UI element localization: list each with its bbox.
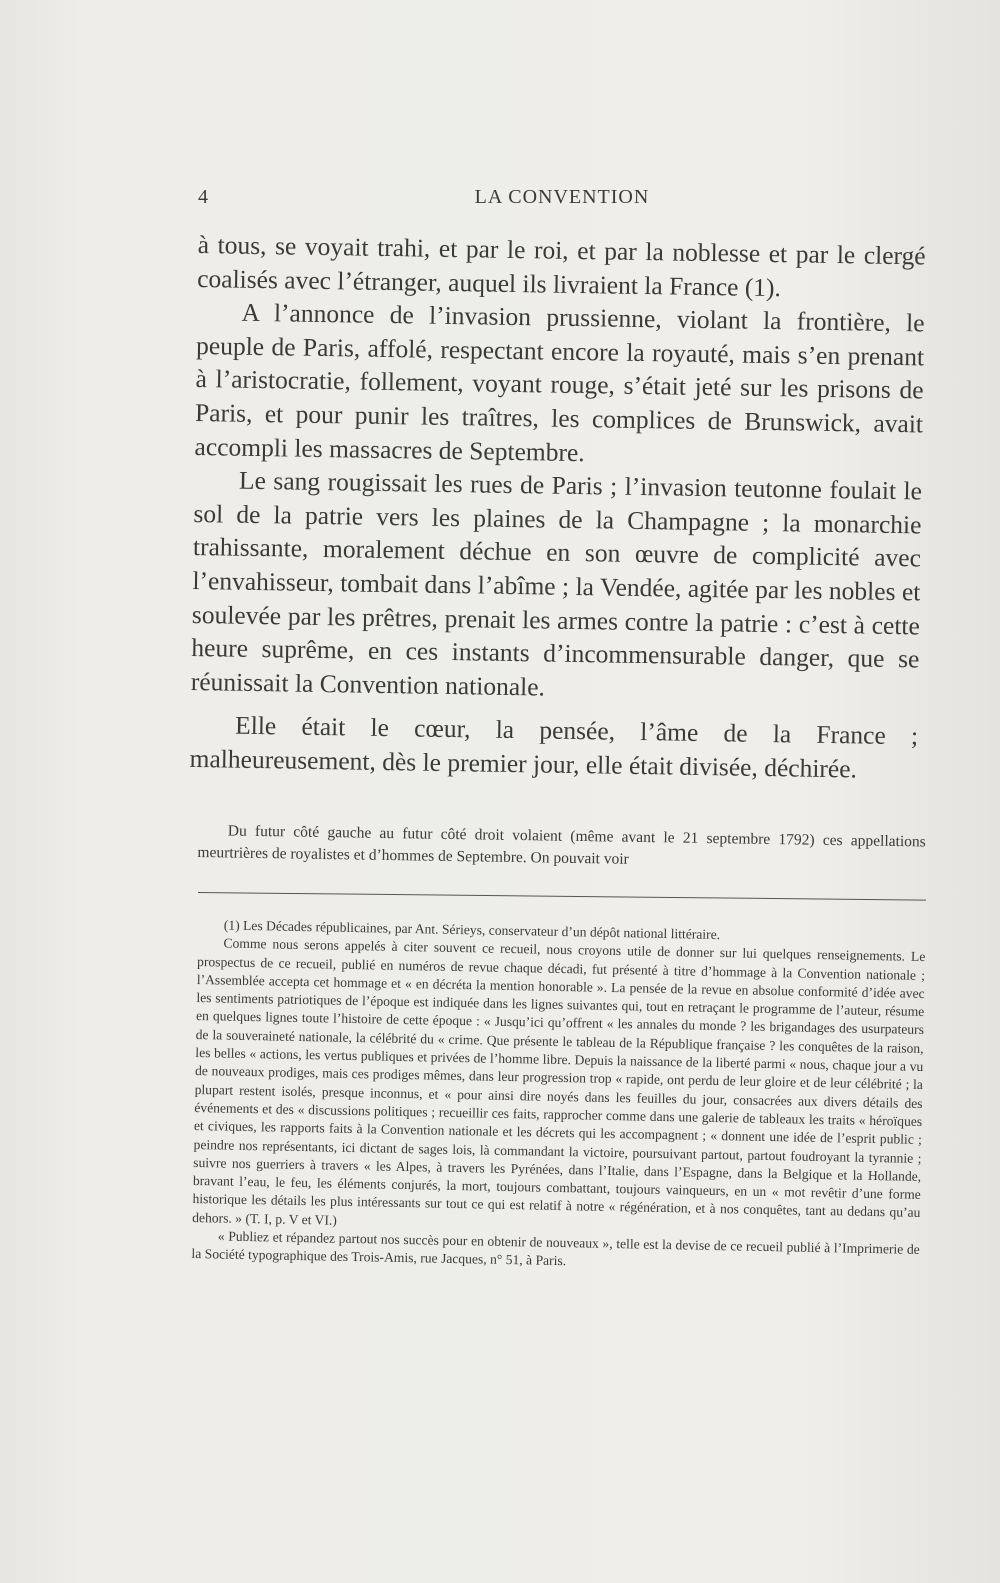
paragraph: à tous, se voyait trahi, et par le roi, et par la noblesse et par le clergé coalisés avec l’étranger, auquel ils livraient la France (1). (196, 229, 926, 302)
running-head: LA CONVENTION (474, 186, 650, 208)
paragraph: Elle était le cœur, la pensée, l’âme de la France ; malheureusement, dès le premier jour, elle était divisée, déchirée. (189, 710, 919, 784)
footnote: « Publiez et répandez partout nos succès pour en obtenir de nouveaux », telle est la devise de ce recueil publié à l’Imprimerie de la Société typographique des Trois-Amis, rue Jacques, n° 51, à Paris. (191, 1228, 920, 1269)
footnote-separator (198, 892, 926, 901)
continued-note (197, 820, 926, 875)
paragraph: A l’annonce de l’invasion prussienne, violant la frontière, le peuple de Paris, affolé, respectant encore la royauté, mais s’en prenant à l’aristocratie, follement, voyant rouge, s’était jeté sur les prisons de Paris, et pour punir les traîtres, les complices de Brunswick, avait accompli les massacres de Septembre. (194, 297, 925, 467)
main-text (189, 228, 926, 787)
footnotes (191, 916, 926, 1278)
note-text: Du futur côté gauche au futur côté droit volaient (même avant le 21 septembre 1792) ces appellations meurtrières de royalistes et d’hommes de Septembre. On pouvait voir (197, 822, 926, 868)
page-header (198, 186, 926, 216)
paragraph: Le sang rougissait les rues de Paris ; l’invasion teutonne foulait le sol de la patrie vers les plaines de la Champagne ; la monarchie trahissante, moralement déchue en son œuvre de complicité avec l’envahisseur, tombait dans l’abîme ; la Vendée, agitée par les nobles et soulevée par les prêtres, prenait les armes contre la patrie : c’est à cette heure suprême, en ces instants d’incommensurable danger, que se réunissait la Convention nationale. (190, 465, 923, 702)
footnote: Comme nous serons appelés à citer souvent ce recueil, nous croyons utile de donner sur lui quelques renseignements. Le prospectus de ce recueil, publié en numéros de revue chaque décadi, fut présenté à titre d’hommage à la Convention nationale ; l’Assemblée accepta cet hommage et « en décréta la mention honorable ». La pensée de la revue en absolue conformité d’idée avec les sentiments patriotiques de l’époque est indiquée dans les lignes suivantes qui, tout en retraçant le programme de l’auteur, résume en quelques lignes toute l’histoire de cette époque : « Jusqu’ici qu’offrent « les annales du monde ? les brigandages des usurpateurs de la souveraineté nationale, la célébrité du « crime. Que présente le tableau de la République française ? les conquêtes de la raison, les belles « actions, les vertus publiques et privées de l’homme libre. Depuis la naissance de la liberté parmi « nous, chaque jour a vu de nouveaux prodiges, mais ces prodiges mêmes, dans leur progression trop « rapide, ont perdu de leur gloire et de leur célébrité ; la plupart restent isolés, presque inconnus, et « pour ainsi dire noyés dans les feuilles du jour, consacrées aux divers détails des événements et des « discussions politiques ; recueillir ces faits, rapprocher comme dans une galerie de tableaux les traits « héroïques et civiques, les rapports faits à la Convention nationale et les décrets qui les accompagnent ; « donnent une idée de l’esprit public ; peindre nos représentants, ici dictant de sages lois, là commandant la victoire, poursuivant partout, partout foudroyant la tyrannie ; suivre nos guerriers à travers « les Alpes, à travers les Pyrénées, dans l’Italie, dans l’Espagne, dans la Belgique et la Hollande, bravant l’eau, le feu, les éléments conjurés, la mort, toujours combattant, toujours vainqueurs, en un « mot revêtir d’une forme historique les détails les plus intéressants sur tout ce qui est relatif à notre « régénération, et à nos conquêtes, tant au dedans qu’au dehors. » (T. I, p. V et VI.) (192, 935, 926, 1228)
footnote: (1) Les Décades républicaines, par Ant. Sérieys, conservateur d’un dépôt national littéraire. (223, 917, 721, 943)
page-number: 4 (198, 186, 208, 208)
